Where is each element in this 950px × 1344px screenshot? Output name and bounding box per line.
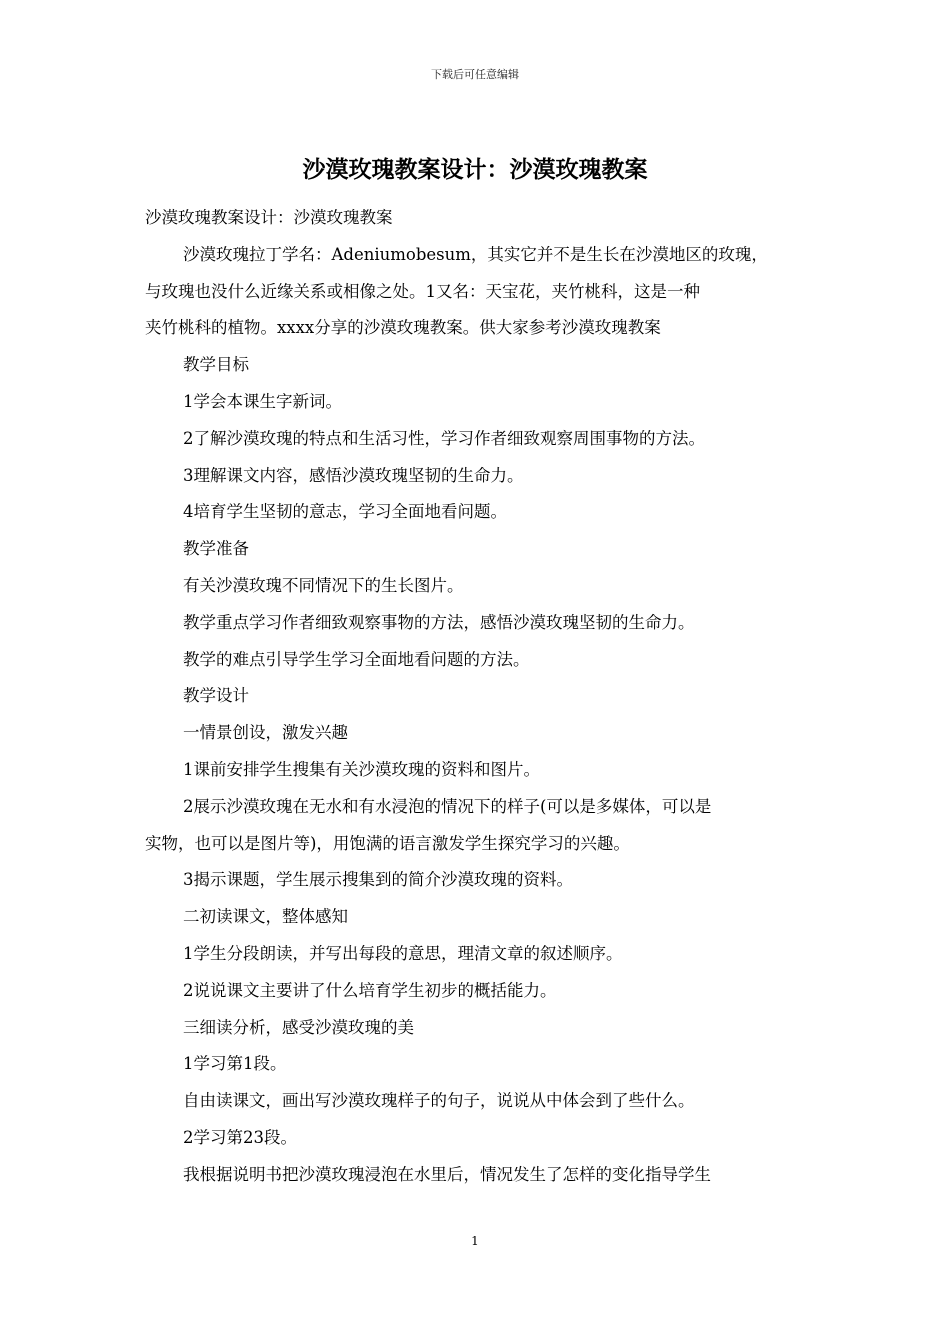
paragraph-line: 教学重点学习作者细致观察事物的方法，感悟沙漠玫瑰坚韧的生命力。 [183,612,695,632]
paragraph-line: 2展示沙漠玫瑰在无水和有水浸泡的情况下的样子(可以是多媒体，可以是 [183,796,712,816]
paragraph-line: 夹竹桃科的植物。xxxx分享的沙漠玫瑰教案。供大家参考沙漠玫瑰教案 [145,318,661,338]
subtitle-line: 沙漠玫瑰教案设计：沙漠玫瑰教案 [145,208,393,227]
section-heading: 一情景创设，激发兴趣 [183,723,348,743]
paragraph-line: 2学习第23段。 [183,1127,297,1147]
paragraph-line: 1课前安排学生搜集有关沙漠玫瑰的资料和图片。 [183,759,540,779]
document-title: 沙漠玫瑰教案设计：沙漠玫瑰教案 [302,156,648,183]
document-body [145,200,815,1194]
paragraph-line: 教学的难点引导学生学习全面地看问题的方法。 [183,649,530,669]
section-heading: 教学准备 [183,539,249,559]
header-note: 下载后可任意编辑 [431,68,519,81]
paragraph-line: 2了解沙漠玫瑰的特点和生活习性，学习作者细致观察周围事物的方法。 [183,428,705,448]
paragraph-line: 4培育学生坚韧的意志，学习全面地看问题。 [183,502,507,522]
paragraph-line: 3理解课文内容，感悟沙漠玫瑰坚韧的生命力。 [183,465,524,485]
paragraph-line: 我根据说明书把沙漠玫瑰浸泡在水里后，情况发生了怎样的变化指导学生 [183,1164,711,1184]
section-heading: 教学设计 [183,686,249,706]
page-number: 1 [471,1234,479,1248]
paragraph-line: 2说说课文主要讲了什么培育学生初步的概括能力。 [183,980,557,1000]
paragraph-line: 1学生分段朗读，并写出每段的意思，理清文章的叙述顺序。 [183,943,623,963]
paragraph-line: 1学习第1段。 [183,1054,287,1074]
paragraph-line: 自由读课文，画出写沙漠玫瑰样子的句子，说说从中体会到了些什么。 [183,1091,695,1111]
paragraph-line: 1学会本课生字新词。 [183,391,342,411]
section-heading: 二初读课文，整体感知 [183,907,348,927]
paragraph-line: 沙漠玫瑰拉丁学名：Adeniumobesum，其实它并不是生长在沙漠地区的玫瑰， [183,244,768,264]
paragraph-line: 3揭示课题，学生展示搜集到的简介沙漠玫瑰的资料。 [183,870,573,890]
paragraph-line: 与玫瑰也没什么近缘关系或相像之处。1又名：天宝花，夹竹桃科，这是一种 [145,281,700,301]
section-heading: 教学目标 [183,355,249,375]
section-heading: 三细读分析，感受沙漠玫瑰的美 [183,1017,414,1037]
paragraph-line: 有关沙漠玫瑰不同情况下的生长图片。 [183,575,464,595]
paragraph-line: 实物，也可以是图片等)，用饱满的语言激发学生探究学习的兴趣。 [145,833,630,853]
